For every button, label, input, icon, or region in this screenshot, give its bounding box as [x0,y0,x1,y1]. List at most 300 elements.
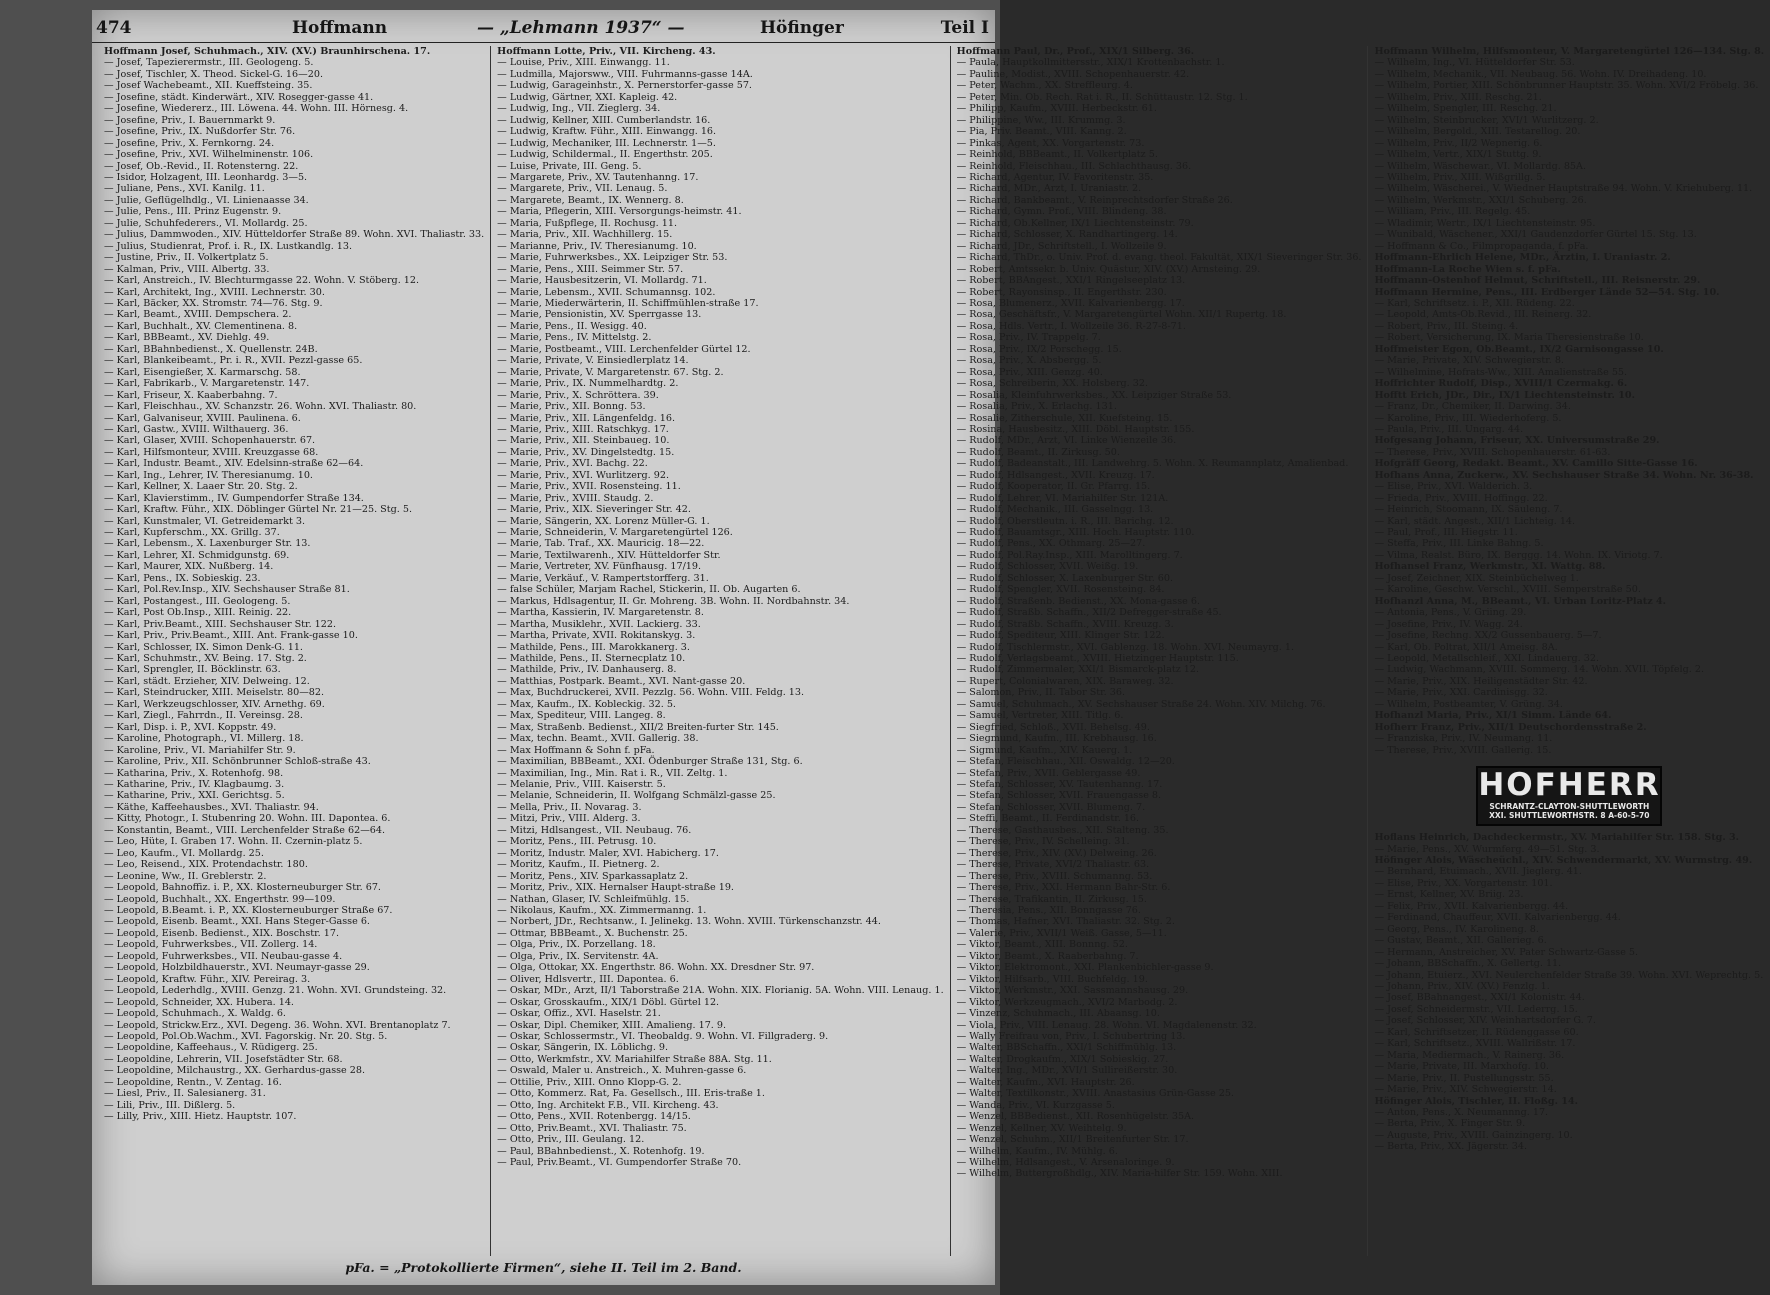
directory-entry: — Paul, Priv.Beamt., VI. Gumpendorfer Straße 70. [497,1156,742,1168]
directory-entry: Hoffmann Josef, Schuhmach., XIV. (XV.) Braunhirschena. 17. [104,46,431,57]
directory-entry: — Olga, Ottokar, XX. Engerthstr. 86. Wohn. XX. Dresdner Str. 97. [497,962,815,974]
directory-entry: Hofgräff Georg, Redakt. Beamt., XV. Camillo Sitte-Gasse 16. [1374,458,1698,470]
directory-entry: — Stefan, Schlosser, XVII. Blumeng. 7. [956,801,1146,813]
directory-entry: — Berta, Priv., XX. Jägerstr. 34. [1374,1141,1528,1153]
directory-entry: — Marie, Pensionistin, XV. Sperrgasse 13. [497,309,702,321]
directory-entry: — Karoline, Priv., XII. Schönbrunner Schloß-straße 43. [104,756,371,768]
directory-entry: — Robert, Priv., III. Steing. 4. [1374,320,1519,332]
directory-entry: — Karl, Priv., Priv.Beamt., XIII. Ant. Frank-gasse 10. [104,630,358,642]
directory-entry: — Karl, Steindrucker, XIII. Meiselstr. 80—82. [104,687,325,699]
directory-entry: — Rudolf, Hdlsangest., XVII. Kreuzg. 17. [956,469,1155,481]
directory-entry: — Melanie, Schneiderin, II. Wolfgang Schmälzl-gasse 25. [497,790,776,802]
directory-entry: — Wilhelm, Spengler, III. Reschg. 21. [1374,103,1557,115]
directory-entry: — Marie, Priv., XVI. Bachg. 22. [497,458,648,470]
directory-entry: — Oskar, Grosskaufm., XIX/1 Döbl. Gürtel 12. [497,996,720,1008]
directory-entry: — Moritz, Industr. Maler, XVI. Habicherg. 17. [497,847,719,859]
directory-entry: — Leopold, Schuhmach., X. Waldg. 6. [104,1008,286,1020]
directory-entry: — Otto, Werkmfstr., XV. Mariahilfer Straße 88A. Stg. 11. [497,1053,772,1065]
directory-entry: Hofhansel Franz, Werkmstr., XI. Wattg. 88. [1374,561,1606,573]
directory-entry: — Marie, Private, V. Margaretenstr. 67. Stg. 2. [497,366,724,378]
directory-entry: — Martha, Kassierin, IV. Margaretenstr. 8. [497,607,704,619]
directory-entry: — Oskar, Schlossermstr., VI. Theobaldg. 9. Wohn. VI. Fillgraderg. 9. [497,1030,829,1042]
directory-entry: — Norbert, JDr., Rechtsanw., I. Jelinekg. 13. Wohn. XVIII. Türkenschanzstr. 44. [497,916,881,928]
directory-entry: — Karl, Postangest., III. Geologeng. 5. [104,595,291,607]
directory-entry: — Justine, Priv., II. Volkertplatz 5. [104,252,269,264]
directory-entry: Hoffmeister Egon, Ob.Beamt., IX/2 Garnisongasse 10. [1374,343,1664,355]
directory-entry: — Walter, Textilkonstr., XVIII. Anastasius Grün-Gasse 25. [956,1088,1234,1100]
directory-entry: — Walter, Kaufm., XVI. Hauptstr. 26. [956,1076,1135,1088]
directory-entry: — Karl, Ob. Poltrat, XII/1 Ameisg. 8A. [1374,641,1558,653]
directory-entry: — Ludwig, Ing., VII. Zieglerg. 34. [497,103,661,115]
directory-entry: — Pinkas, Agent, XX. Vorgartenstr. 73. [956,137,1145,149]
directory-entry: — Leo, Kaufm., VI. Mollardg. 25. [104,847,264,859]
directory-entry: — Karl, Schriftsetz., XVIII. Wallrißstr. 17. [1374,1038,1576,1050]
directory-entry: — Richard, Bankbeamt., V. Reinprechtsdorfer Straße 26. [956,194,1233,206]
directory-entry: — Leopold, Lederhdlg., XVIII. Genzg. 21. Wohn. XVI. Grundsteing. 32. [104,985,447,997]
directory-entry: — Samuel, Schuhmach., XV. Sechshauser Straße 24. Wohn. XIV. Milchg. 76. [956,698,1326,710]
directory-entry: Hofftt Erich, JDr., Dir., IX/1 Liechtensteinstr. 10. [1374,389,1635,401]
directory-entry: — Wilhelm, Priv., II/2 Wepnerig. 6. [1374,137,1543,149]
directory-entry: — Marie, Miederwärterin, II. Schiffmühlen-straße 17. [497,297,759,309]
directory-entry: Hofhanzl Maria, Priv., XI/1 Simm. Lände 64. [1374,710,1612,722]
directory-column-1 [98,46,491,1256]
directory-entry: — Mathilde, Priv., IV. Danhauserg. 8. [497,664,677,676]
directory-entry: — Ludwig, Garageinhstr., X. Pernerstorfer-gasse 57. [497,80,752,92]
directory-entry: — false Schüler, Marjam Rachel, Stickerin, II. Ob. Augarten 6. [497,584,801,596]
directory-entry: — Karoline, Photograph., VI. Millerg. 18. [104,733,304,745]
directory-entry: — Marie, Schneiderin, V. Margaretengürtel 126. [497,527,733,539]
directory-entry: — Paula, Priv., III. Ungarg. 44. [1374,423,1524,435]
directory-entry: — Julie, Schuhfederers., VI. Mollardg. 25. [104,217,308,229]
directory-entry: — Wilhelm, Wäscherei., V. Wiedner Hauptstraße 94. Wohn. V. Kriehuberg. 11. [1374,183,1753,195]
directory-entry: — Richard, ThDr., o. Univ. Prof. d. evang. theol. Fakultät, XIX/1 Sieveringer Str. 36. [956,252,1362,264]
directory-entry: — Marie, Postbeamt., VIII. Lerchenfelder Gürtel 12. [497,343,751,355]
directory-entry: — Leopoldine, Rentn., V. Zentag. 16. [104,1076,282,1088]
directory-entry: — Karl, Ziegl., Fahrrdn., II. Vereinsg. 28. [104,710,303,722]
directory-entry: — Wilhelm, Priv., XIII. Wißgrillg. 5. [1374,171,1546,183]
directory-entry: — Richard, MDr., Arzt, I. Uraniastr. 2. [956,183,1142,195]
directory-entry: — Karl, Kupferschm., XX. Grillg. 37. [104,527,280,539]
directory-entry: — Rudolf, Pens., XX. Othmarg. 25—27. [956,538,1146,550]
directory-entry: — Katharine, Priv., IV. Klagbaumg. 3. [104,779,285,790]
directory-entry: — Marie, Fuhrwerksbes., XX. Leipziger Str. 53. [497,252,728,264]
directory-entry: — Rupert, Colonialwaren, XIX. Baraweg. 32. [956,675,1174,687]
directory-entry: — Maximilian, BBBeamt., XXI. Ödenburger Straße 131, Stg. 6. [497,756,803,768]
page-footer-note: pFa. = „Protokollierte Firmen“, siehe II. Teil im 2. Band. [345,1260,742,1275]
directory-entry: — Therese, Trafikantin, II. Zirkusg. 15. [956,893,1147,905]
directory-entry: — Rosa, Blumenerz., XVII. Kalvarienbergg. 17. [956,297,1185,309]
directory-entry: — Martha, Musiklehr., XVII. Lackierg. 33. [497,618,701,630]
directory-entry: — Richard, Agentur, IV. Favoritenstr. 35. [956,171,1154,183]
directory-entry: — Stefan, Priv., XVII. Geblergasse 49. [956,767,1141,779]
directory-entry: Hoffmann-Ostenhof Helmut, Schriftstell., III. Reisnerstr. 29. [1374,275,1701,287]
directory-entry: — Katharina, Priv., X. Rotenhofg. 98. [104,767,284,779]
directory-entry: — Ottilie, Priv., XIII. Onno Klopp-G. 2. [497,1076,682,1088]
directory-entry: — Marie, Priv., IX. Nummelhardtg. 2. [497,378,679,390]
directory-entry: — Rudolf, Schlosser, X. Laxenburger Str. 60. [956,572,1174,584]
directory-entry: — Auguste, Priv., XVIII. Gainzingerg. 10. [1374,1129,1573,1141]
directory-entry: — Viktor, Werkzeugmach., XVI/2 Marbodg. 2. [956,996,1178,1008]
directory-entry: — Josefine, Priv., I. Bauernmarkt 9. [104,114,276,126]
directory-entry: — Karoline, Priv., VI. Mariahilfer Str. 9. [104,744,296,756]
directory-entry: — Hermann, Anstreicher, XV. Pater Schwartz-Gasse 5. [1374,946,1639,958]
directory-entry: — Ludwig, Kraftw. Führ., XIII. Einwangg. 16. [497,126,717,138]
directory-entry: — Karl, Hilfsmonteur, XVIII. Kreuzgasse 68. [104,446,319,458]
directory-entry: — Karl, Fleischhau., XV. Schanzstr. 26. Wohn. XVI. Thaliastr. 80. [104,401,417,413]
directory-entry: — Rosa, Schreiberin, XX. Holsberg. 32. [956,378,1149,390]
directory-columns [98,46,1765,1256]
directory-entry: — Rudolf, Pol.Ray.Insp., XIII. Marolltingerg. 7. [956,549,1183,561]
directory-entry: — Leo, Reisend., XIX. Protendachstr. 180. [104,859,308,871]
directory-entry: — Karl, Sprengler, II. Böcklinstr. 63. [104,664,281,676]
directory-entry: — Oliver, Hdlsvertr., III. Dapontea. 6. [497,973,679,985]
header-part: Teil I [940,18,989,38]
directory-entry: — Rudolf, Straßenb. Bedienst., XX. Mona-gasse 6. [956,595,1201,607]
header-title: — „Lehmann 1937“ — [477,18,685,38]
directory-entry: — Viktor, Beamt., XIII. Bonnng. 52. [956,939,1128,951]
directory-entry: — Rudolf, Schlosser, XVII. Weißg. 19. [956,561,1139,573]
directory-entry: — Moritz, Kaufm., II. Pietnerg. 2. [497,859,660,871]
directory-entry: — Karl, Maurer, XIX. Nußberg. 14. [104,561,274,573]
directory-entry: — Richard, Gymn. Prof., VIII. Blindeng. 38. [956,206,1167,218]
directory-entry: — Karl, Post Ob.Insp., XIII. Reinig. 22. [104,607,292,619]
directory-entry: — Max, Straßenb. Bedienst., XII/2 Breiten-furter Str. 145. [497,721,779,733]
directory-entry: — Rosa, Geschäftsfr., V. Margaretengürtel Wohn. XII/1 Rupertg. 18. [956,309,1287,321]
directory-entry: — Wilhelm, Bergold., XIII. Testarellog. 20. [1374,126,1581,138]
directory-entry: — Karl, Pens., IX. Sobieskig. 23. [104,572,261,584]
directory-entry: — Karoline, Geschw. Verschl., XVIII. Semperstraße 50. [1374,584,1641,596]
directory-entry: — Vinzenz, Schuhmach., III. Abaansg. 10. [956,1008,1160,1020]
directory-entry: — Ferdinand, Chauffeur, XVII. Kalvarienbergg. 44. [1374,912,1621,924]
directory-entry: — Ludwig, Mechaniker, III. Lechnerstr. 1—5. [497,137,716,149]
directory-entry: — Josefine, Wiedererz., III. Löwena. 44. Wohn. III. Hörnesg. 4. [104,103,409,115]
directory-entry: — Leopold, Bahnoffiz. i. P., XX. Klosterneuburger Str. 67. [104,882,381,894]
directory-entry: — Rudolf, Spengler, XVII. Rosensteing. 84. [956,584,1165,596]
header-first-name: Hoffmann [292,18,388,38]
directory-entry: — Margarete, Priv., XV. Tautenhanng. 17. [497,171,699,183]
directory-entry: — Karl, Kellner, X. Laaer Str. 20. Stg. 2. [104,481,298,493]
directory-entry: — Therese, Priv., XVIII. Schopenhauerstr. 61-63. [1374,446,1611,458]
directory-entry: — Leopoldine, Kaffeehaus., V. Rüdigerg. 25. [104,1042,318,1054]
directory-entry: — Mathilde, Pens., II. Sternecplatz 10. [497,653,686,665]
directory-entry: — Rosalia, Priv., X. Erlachg. 131. [956,401,1117,413]
directory-entry: — Otto, Kommerz. Rat, Fa. Gesellsch., III. Eris-traße 1. [497,1088,765,1100]
directory-entry: — Oskar, MDr., Arzt, II/1 Taborstraße 21A. Wohn. XIX. Florianig. 5A. Wohn. VIII. Lenaug. 1. [497,985,944,997]
directory-entry: — Marie, Priv., XII. Steinbaueg. 10. [497,435,670,447]
directory-entry: — Martha, Private, XVII. Rokitanskyg. 3. [497,630,696,642]
directory-entry: — Karl, städt. Erzieher, XIV. Delweing. 12. [104,675,310,687]
directory-entry: — Leopold, Buchhalt., XX. Engerthstr. 99—109. [104,893,336,905]
directory-entry: — Sigmund, Kaufm., XIV. Kauerg. 1. [956,744,1133,756]
directory-entry: — Julius, Dammwoden., XIV. Hütteldorfer Straße 89. Wohn. XVI. Thaliastr. 33. [104,229,485,241]
directory-entry: — Wilhelm, Ing., VI. Hütteldorfer Str. 53. [1374,57,1575,69]
header-last-name: Höfinger [760,18,844,38]
directory-entry: — Richard, Schlosser, X. Randhartingerg. 14. [956,229,1178,241]
directory-entry: — Marie, Priv., II. Pustellungsstr. 55. [1374,1072,1554,1084]
directory-entry: — Käthe, Kaffeehausbes., XVI. Thaliastr. 94. [104,801,319,813]
directory-entry: — Walter, Ing., MDr., XVI/1 Sullireißerstr. 30. [956,1065,1178,1077]
directory-entry: — Marie, Tab. Traf., XX. Mauricig. 18—22. [497,538,705,550]
directory-entry: — Wunibald, Wäschener., XXI/1 Gaudenzdorfer Gürtel 15. Stg. 13. [1374,229,1697,241]
directory-entry: Hoffmann Wilhelm, Hilfsmonteur, V. Margaretengürtel 126—134. Stg. 8. [1374,46,1765,57]
directory-column-2 [491,46,950,1256]
directory-entry: — Rosa, Hdls. Vertr., I. Wollzeile 36. R-27-8-71. [956,320,1186,332]
directory-entry: — Robert, BBAngest., XXI/1 Ringelseeplatz 13. [956,275,1186,287]
directory-entry: — Karl, Schuhmstr., XV. Being. 17. Stg. 2. [104,653,307,665]
directory-entry: — Leo, Hüte, I. Graben 17. Wohn. II. Czernin-platz 5. [104,836,363,848]
ad-line-1: SCHRANTZ-CLAYTON-SHUTTLEWORTH [1489,802,1650,812]
directory-entry: — Leopold, Metallschleif., XXI. Lindauerg. 32. [1374,653,1599,665]
ad-brand: HOFHERR [1478,767,1661,804]
directory-entry: — Anton, Pens., X. Neumannng. 17. [1374,1106,1549,1118]
directory-entry: — Wilhelm, Vertr., XIX/1 Stuttg. 9. [1374,149,1542,161]
directory-entry: — Leopold, Strickw.Erz., XVI. Degeng. 36. Wohn. XVI. Brentanoplatz 7. [104,1019,451,1031]
directory-entry: — Stefan, Fleischhau., XII. Oswaldg. 12—20. [956,756,1175,768]
directory-entry: — Leopoldine, Milchaustrg., XX. Gerhardus-gasse 28. [104,1065,366,1077]
directory-entry: — Karl, Schriftsetzer, II. Rüdenggasse 60. [1374,1026,1579,1038]
directory-entry: — Josefine, Priv., XVI. Wilhelminenstr. 106. [104,149,314,161]
directory-entry: — Marie, Pens., IV. Mittelstg. 2. [497,332,652,344]
directory-entry: Hofhanzl Anna, M., BBeamt., VI. Urban Loritz-Platz 4. [1374,595,1667,607]
directory-entry: — Rudolf, Badeanstalt., III. Landwehrg. 5. Wohn. X. Reumannplatz, Amalienbad. [956,458,1349,470]
directory-entry: — Philipp, Kaufm., XVIII. Herbeckstr. 61. [956,103,1157,115]
directory-entry: — Karl, Eisengießer, X. Karmarschg. 58. [104,366,301,378]
directory-entry: — Gustav, Beamt., XII. Gallerieg. 6. [1374,935,1547,947]
directory-entry: — Rudolf, Kooperator, II. Gr. Pfarrg. 15. [956,481,1151,493]
directory-entry: — Rudolf, MDr., Arzt, VI. Linke Wienzeile 36. [956,435,1177,447]
directory-entry: — Mitzi, Hdlsangest., VII. Neubaug. 76. [497,824,692,836]
page-number: 474 [96,18,132,38]
directory-entry: Hoffmann-Ehrlich Helene, MDr., Ärztin, I. Uraniastr. 2. [1374,252,1671,264]
directory-entry: — Viktor, Elektromont., XXI. Plankenbichler-gasse 9. [956,962,1214,974]
directory-entry: — Marie, Private, V. Einsiedlerplatz 14. [497,355,689,367]
directory-entry: — Elise, Priv., XVI. Walderich. 3. [1374,481,1533,493]
directory-entry: — Ernst, Kellner, XV. Briig. 23. [1374,889,1524,901]
directory-entry: — Wilhelm, Werkmstr., XXI/1 Schuberg. 26. [1374,194,1587,206]
directory-entry: — Melanie, Priv., VIII. Kaiserstr. 5. [497,779,666,790]
directory-entry: — Karl, BBBeamt., XV. Diehlg. 49. [104,332,270,344]
directory-entry: — Karl, Ing., Lehrer, IV. Theresianumg. 10. [104,469,313,481]
directory-entry: Höfinger Alois, Tischler, II. Floßg. 14. [1374,1095,1578,1107]
directory-entry: — William, Priv., III. Regelg. 45. [1374,206,1531,218]
directory-entry: — Leopold, Pol.Ob.Wachm., XVI. Fagorskig. Nr. 20. Stg. 5. [104,1030,388,1042]
directory-entry: — Julie, Geflügelhdlg., VI. Linienaasse 34. [104,194,309,206]
directory-entry: — Maria, Mediermach., V. Rainerg. 36. [1374,1049,1565,1061]
directory-entry: — Therese, Private, XVI/2 Thaliastr. 63. [956,859,1150,871]
directory-entry: — Rosa, Priv., IV. Trappelg. 7. [956,332,1101,344]
directory-entry: — Rosalia, Kleinfuhrwerksbes., XX. Leipziger Straße 53. [956,389,1232,401]
directory-entry: — Leopold, Amts-Ob.Revid., III. Reinerg. 32. [1374,309,1592,321]
directory-entry: — Maximilian, Ing., Min. Rat i. R., VII. Zeltg. 1. [497,767,728,779]
directory-entry: — Rosa, Priv., X. Absbergg. 5. [956,355,1102,367]
directory-entry: — Josef, Tapezierermstr., III. Geologeng. 5. [104,57,314,69]
directory-entry: — Otto, Pens., XVII. Rotenbergg. 14/15. [497,1111,691,1123]
directory-entry: — Maria, Fußpflege, II. Rochusg. 11. [497,217,678,229]
directory-entry: — Frieda, Priv., XVIII. Hoffingg. 22. [1374,492,1548,504]
directory-entry: — Rosalie, Zitherschule, XII. Kuefsteing. 15. [956,412,1173,424]
directory-entry: — Rudolf, Tischlermstr., XVI. Gablenzg. 18. Wohn. XVI. Neumayrg. 1. [956,641,1295,653]
directory-entry: — Otto, Ing. Architekt F.B., VII. Kircheng. 43. [497,1099,719,1111]
directory-entry: — Rudolf, Straßb. Schaffn., XII/2 Defregger-straße 45. [956,607,1222,619]
directory-entry: — Berta, Priv., X. Finger Str. 9. [1374,1118,1526,1130]
directory-entry: — Rudolf, Zimmermaler, XXI/1 Bismarck-platz 12. [956,664,1200,676]
directory-entry: — Leopoldine, Lehrerin, VII. Josefstädter Str. 68. [104,1053,343,1065]
directory-entry: — Josef, Ob.-Revid., II. Rotensterng. 22. [104,160,299,172]
directory-entry: — Wilhelm, Wäschewar., VI. Mollardg. 85A. [1374,160,1586,172]
directory-entry: — Katharine, Priv., XXI. Gerichtsg. 5. [104,790,285,802]
directory-entry: — Richard, Ob.Kellner, IX/1 Liechtensteinstr. 79. [956,217,1194,229]
directory-entry: — Therese, Priv., IV. Schelleing. 31. [956,836,1130,848]
directory-entry: — Max Hoffmann & Sohn f. pFa. [497,744,655,756]
directory-entry: — Marie, Pens., II. Wesigg. 40. [497,320,647,332]
directory-entry: — Rudolf, Spediteur, XIII. Klinger Str. 122. [956,630,1165,642]
directory-entry: — Thomas, Hafner, XVI. Thaliastr. 32. Stg. 2. [956,916,1175,928]
directory-entry: — Walter, BBSchaffn., XXI/1 Schiffmühlg. 13. [956,1042,1177,1054]
directory-entry: — Steffa, Priv., III. Linke Bahng. 5. [1374,538,1544,550]
directory-entry: — Leopold, Schneider, XX. Hubera. 14. [104,996,294,1008]
directory-entry: — Josef, Schneidermstr., VII. Lederrg. 15. [1374,1003,1578,1015]
directory-entry: — Kitty, Photogr., I. Stubenring 20. Wohn. III. Dapontea. 6. [104,813,391,825]
directory-page [92,10,1765,1285]
directory-entry: — Karl, Beamt., XVIII. Dempschera. 2. [104,309,292,321]
directory-entry: Hoffrichter Rudolf, Disp., XVIII/1 Czermakg. 6. [1374,378,1628,390]
directory-entry: — Max, techn. Beamt., XVII. Gallerig. 38. [497,733,699,745]
directory-entry: — Marie, Priv., XXI. Cardinisgg. 32. [1374,687,1548,699]
directory-entry: — Robert, Amtssekr. b. Univ. Quästur, XIV. (XV.) Arnsteing. 29. [956,263,1261,275]
directory-entry: — Josef, Tischler, X. Theod. Sickel-G. 16—20. [104,68,323,80]
directory-entry: — Wilhelmine, Hofrats-Ww., XIII. Amalienstraße 55. [1374,366,1628,378]
directory-entry: — Johann, BBSchaffn., X. Gellertg. 11. [1374,958,1562,970]
directory-entry: — Oskar, Dipl. Chemiker, XIII. Amalieng. 17. 9. [497,1019,727,1031]
directory-entry: — Wilhelm, Steinbrucker, XVI/1 Wurlitzerg. 2. [1374,114,1599,126]
directory-entry: — Marie, Textilwarenh., XIV. Hütteldorfer Str. [497,549,721,561]
directory-entry: — Wilhelm, Postbeamter, V. Grüng. 34. [1374,698,1563,710]
directory-entry: — Therese, Priv., XIV. (XV.) Delweing. 26. [956,847,1157,859]
directory-entry: — Wladimir, Wertr., IX/1 Liechtensteinstr. 95. [1374,217,1596,229]
directory-entry: — Heinrich, Stoomann, IX. Säuleng. 7. [1374,504,1563,516]
directory-entry: — Philippine, Ww., III. Krummg. 3. [956,114,1126,126]
directory-entry: — Bernhard, Etuimach., XVII. Jieglerg. 41. [1374,866,1582,878]
directory-entry: — Ludwig, Schildermal., II. Engerthstr. 205. [497,149,713,161]
directory-entry: Hofhans Anna, Zuckerw., XV. Sechshauser Straße 34. Wohn. Nr. 36-38. [1374,469,1754,481]
directory-entry: — Wilhelm, Hdlsangest., V. Arsenaloringe. 9. [956,1156,1175,1168]
directory-entry: — Marie, Priv., XII. Bonng. 53. [497,401,646,413]
directory-entry: — Louise, Priv., XIII. Einwangg. 11. [497,57,670,69]
directory-entry: — Mitzi, Priv., VIII. Alderg. 3. [497,813,641,825]
directory-entry: — Josef, Zeichner, XIX. Steinbüchelweg 1. [1374,572,1579,584]
directory-entry: — Margarete, Beamt., IX. Wennerg. 8. [497,194,684,206]
directory-entry: — Rudolf, Oberstleutn. i. R., III. Barichg. 12. [956,515,1174,527]
directory-entry: Hofherr Franz, Priv., XII/1 Deutschordensstraße 2. [1374,721,1647,733]
directory-entry: — Leopold, Eisenb. Beamt., XXI. Hans Steger-Gasse 6. [104,916,370,928]
directory-entry: — Georg, Pens., IV. Karolineng. 8. [1374,923,1539,935]
directory-entry: — Mella, Priv., II. Novarag. 3. [497,801,642,813]
directory-entry: — Oswald, Maler u. Anstreich., X. Muhren-gasse 6. [497,1065,747,1077]
directory-entry: — Therese, Priv., XVIII. Gallerig. 15. [1374,744,1552,756]
directory-entry: — Wanda, Priv., VI. Kurzgasse 5. [956,1099,1115,1111]
directory-column-4 [1368,46,1770,1256]
directory-entry: — Karl, Schriftsetz. i. P., XII. Rüdeng. 22. [1374,297,1575,309]
directory-entry: — Marie, Pens., XV. Wurmferg. 49—51. Stg. 3. [1374,843,1600,855]
directory-entry: — Stefan, Schlosser, XV. Tautenhanng. 17. [956,779,1163,790]
directory-entry: — Leopold, Holzbildhauerstr., XVI. Neumayr-gasse 29. [104,962,370,974]
directory-entry: — Josefine, Priv., IV. Wagg. 24. [1374,618,1523,630]
directory-entry: — Therese, Priv., XVIII. Schumanng. 53. [956,870,1153,882]
directory-entry: — Karl, Disp. i. P., XVI. Koppstr. 49. [104,721,277,733]
directory-entry: — Peter, Wachm., XX. Streffleurg. 4. [956,80,1133,92]
directory-entry: — Karl, Priv.Beamt., XIII. Sechshauser Str. 122. [104,618,337,630]
directory-entry: — Maria, Priv., XII. Wachhillerg. 15. [497,229,673,241]
directory-entry: — Samuel, Vertreter, XIII. Titlg. 6. [956,710,1124,722]
directory-entry: — Karl, Anstreich., IV. Blechturmgasse 22. Wohn. V. Stöberg. 12. [104,275,420,287]
directory-entry: — Viktor, Werkmstr., XXI. Sassmannshausg. 29. [956,985,1189,997]
directory-entry: — Lili, Priv., III. Dißlerg. 5. [104,1099,236,1111]
directory-column-3 [951,46,1369,1256]
directory-entry: — Nikolaus, Kaufm., XX. Zimmermanng. 1. [497,904,707,916]
directory-entry: — Rosa, Priv., IX/2 Porschegg. 15. [956,343,1122,355]
directory-entry: Hoffmann-La Roche Wien s. f. pFa. [1374,263,1561,275]
directory-entry: Hoflans Heinrich, Dachdeckermstr., XV. Mariahilfer Str. 158. Stg. 3. [1374,832,1740,844]
directory-entry: — Ludwig, Gärtner, XXI. Kapleig. 42. [497,91,678,103]
directory-entry: — Marie, Sängerin, XX. Lorenz Müller-G. 1. [497,515,710,527]
directory-entry: — Margarete, Priv., VII. Lenaug. 5. [497,183,668,195]
directory-entry: — Otto, Priv., III. Geulang. 12. [497,1134,645,1146]
directory-entry: — Josef, BBahnangest., XXI/1 Kolonistr. 44. [1374,992,1585,1004]
directory-entry: — Max, Buchdruckerei, XVII. Pezzlg. 56. Wohn. VIII. Feldg. 13. [497,687,805,699]
directory-entry: — Leopold, Fuhrwerksbes., VII. Zollerg. 14. [104,939,318,951]
directory-entry: Hoffmann Hermine, Pens., III. Erdberger Lände 52—54. Stg. 10. [1374,286,1720,298]
directory-entry: — Karl, Kunstmaler, VI. Getreidemarkt 3. [104,515,306,527]
directory-entry: — Karl, Friseur, X. Kaaberbahng. 7. [104,389,278,401]
directory-entry: — Marie, Priv., X. Schröttera. 39. [497,389,659,401]
directory-entry: — Viktor, Hilfsarb., VIII. Buchfeldg. 19. [956,973,1148,985]
directory-entry: — Josefine, Priv., X. Fernkorng. 24. [104,137,275,149]
directory-entry: — Theresia, Pens., XII. Bonngasse 76. [956,904,1141,916]
directory-entry: — Elise, Priv., XX. Vorgartenstr. 101. [1374,877,1553,889]
directory-entry: — Reinhold, BBBeamt., II. Volkertplatz 5. [956,149,1158,161]
directory-entry: — Pauline, Modist., XVIII. Schopenhauerstr. 42. [956,68,1190,80]
directory-entry: — Marie, Priv., XIII. Ratschkyg. 17. [497,423,669,435]
directory-entry: — Josef, Schlosser, XIV. Weinhartsdorfer G. 7. [1374,1015,1596,1027]
directory-entry: — Marie, Pens., XIII. Seimmer Str. 57. [497,263,684,275]
directory-entry: — Paula, Hauptkollmittersstr., XIX/1 Krottenbachstr. 1. [956,57,1225,69]
directory-entry: Hoffmann Lotte, Priv., VII. Kircheng. 43. [497,46,716,57]
directory-entry: — Ludwig, Wachmann, XVIII. Sommerg. 14. Wohn. XVII. Töpfelg. 2. [1374,664,1704,676]
directory-entry: Hoffmann Paul, Dr., Prof., XIX/1 Silberg. 36. [956,46,1195,57]
directory-entry: — Steffi, Beamt., II. Ferdinandstr. 16. [956,813,1140,825]
directory-entry: — Karl, Blankeibeamt., Pr. i. R., XVII. Pezzl-gasse 65. [104,355,363,367]
directory-entry: Höfinger Alois, Wäscheüchl., XIV. Schwendermarkt, XV. Wurmstrg. 49. [1374,855,1753,866]
directory-entry: — Leopold, Eisenb. Bedienst., XIX. Boschstr. 17. [104,927,340,939]
directory-entry: — Max, Kaufm., IX. Kobleckig. 32. 5. [497,698,676,710]
directory-entry: — Karl, Lebensm., X. Laxenburger Str. 13. [104,538,311,550]
directory-entry: — Rudolf, Lehrer, VI. Mariahilfer Str. 121A. [956,492,1169,504]
directory-entry: — Leopold, Kraftw. Führ., XIV. Pereirag. 3. [104,973,311,985]
directory-entry: — Olga, Priv., IX. Porzellang. 18. [497,939,656,951]
directory-entry: — Wilhelm, Kaufm., IV. Mühlg. 6. [956,1145,1118,1157]
directory-entry: — Karl, Werkzeugschlosser, XIV. Arnethg. 69. [104,698,325,710]
directory-entry: — Karl, BBahnbedienst., X. Quellenstr. 24B. [104,343,318,355]
directory-entry: — Ottmar, BBBeamt., X. Buchenstr. 25. [497,927,688,939]
directory-entry: — Stefan, Schlosser, XVII. Frauengasse 8. [956,790,1162,802]
directory-entry: — Leopold, B.Beamt. i. P., XX. Klosterneuburger Straße 67. [104,904,393,916]
directory-entry: — Viola, Priv., VIII. Lenaug. 28. Wohn. VI. Magdalenenstr. 32. [956,1019,1257,1031]
directory-entry: Hofgesang Johann, Friseur, XX. Universumstraße 29. [1374,435,1660,447]
directory-entry: — Johann, Priv., XIV. (XV.) Fenzlg. 1. [1374,980,1550,992]
directory-entry: — Wally Freifrau von, Priv., I. Schubertring 13. [956,1030,1186,1042]
directory-entry: — Marie, Vertreter, XV. Fünfhausg. 17/19. [497,561,702,573]
directory-entry: — Karl, städt. Angest., XII/1 Lichteig. 14. [1374,515,1576,527]
